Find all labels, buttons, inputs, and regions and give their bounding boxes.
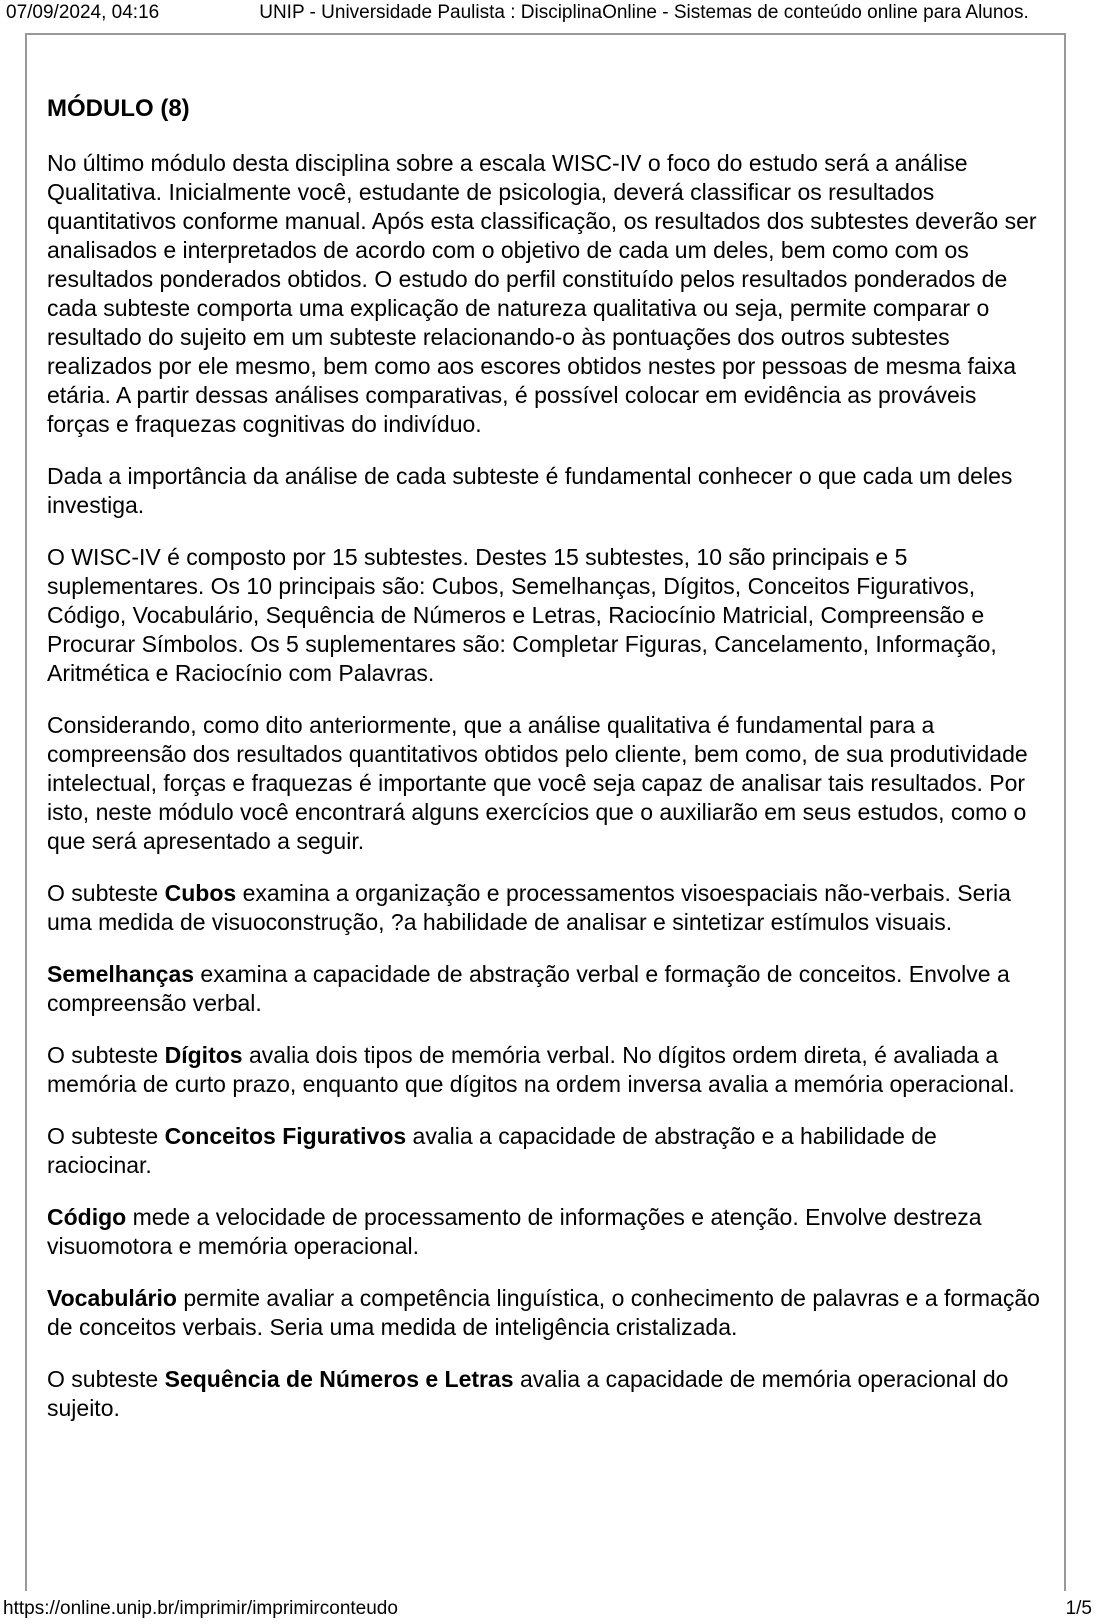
subtest-name: Sequência de Números e Letras xyxy=(164,1366,514,1392)
text-segment: permite avaliar a competência linguística, o conhecimento de palavras e a formação de conceitos verbais. Seria uma medida de inteligência cristalizada. xyxy=(47,1285,1040,1340)
text-segment: O subteste xyxy=(47,1366,165,1392)
print-page-title: UNIP - Universidade Paulista : DisciplinaOnline - Sistemas de conteúdo online para Alunos. xyxy=(259,2,1029,23)
paragraph xyxy=(47,543,1044,688)
subtest-name: Dígitos xyxy=(164,1042,243,1068)
text-segment: Considerando, como dito anteriormente, que a análise qualitativa é fundamental para a compreensão dos resultados quantitativos obtidos pelo cliente, bem como, de sua produtividade intelectual, forças e fraquezas é importante que você seja capaz de analisar tais resultados. Por isto, neste módulo você encontrará alguns exercícios que o auxiliarão em seus estudos, como o que será apresentado a seguir. xyxy=(47,712,1028,854)
text-segment: examina a organização e processamentos visoespaciais não-verbais. Seria uma medida de visuoconstrução, ?a habilidade de analisar e sintetizar estímulos visuais. xyxy=(47,880,1011,935)
subtest-name: Código xyxy=(47,1204,127,1230)
paragraph xyxy=(47,462,1044,520)
text-segment: examina a capacidade de abstração verbal e formação de conceitos. Envolve a compreensão verbal. xyxy=(47,961,1010,1016)
subtest-name: Conceitos Figurativos xyxy=(164,1123,407,1149)
paragraph xyxy=(47,1041,1044,1099)
paragraph xyxy=(47,1122,1044,1180)
subtest-name: Semelhanças xyxy=(47,961,195,987)
paragraph xyxy=(47,1284,1044,1342)
print-datetime: 07/09/2024, 04:16 xyxy=(6,2,160,23)
text-segment: mede a velocidade de processamento de informações e atenção. Envolve destreza visuomotora e memória operacional. xyxy=(47,1204,982,1259)
text-segment: O WISC-IV é composto por 15 subtestes. Destes 15 subtestes, 10 são principais e 5 suplementares. Os 10 principais são: Cubos, Semelhanças, Dígitos, Conceitos Figurativos, Código, Vocabulário, Sequência de Números e Letras, Raciocínio Matricial, Compreensão e Procurar Símbolos. Os 5 suplementares são: Completar Figuras, Cancelamento, Informação, Aritmética e Raciocínio com Palavras. xyxy=(47,544,997,686)
text-segment: No último módulo desta disciplina sobre a escala WISC-IV o foco do estudo será a análise Qualitativa. Inicialmente você, estudante de psicologia, deverá classificar os resultados quantitativos conforme manual. Após esta classificação, os resultados dos subtestes deverão ser analisados e interpretados de acordo com o objetivo de cada um deles, bem como com os resultados ponderados obtidos. O estudo do perfil constituído pelos resultados ponderados de cada subteste comporta uma explicação de natureza qualitativa ou seja, permite comparar o resultado do sujeito em um subteste relacionando-o às pontuações dos outros subtestes realizados por ele mesmo, bem como aos escores obtidos nestes por pessoas de mesma faixa etária. A partir dessas análises comparativas, é possível colocar em evidência as prováveis forças e fraquezas cognitivas do indivíduo. xyxy=(47,150,1037,437)
source-url: https://online.unip.br/imprimir/imprimirconteudo xyxy=(3,1598,398,1619)
content-frame xyxy=(25,33,1066,1591)
document-body xyxy=(47,149,1044,1423)
paragraph xyxy=(47,149,1044,439)
subtest-name: Cubos xyxy=(164,880,237,906)
paragraph xyxy=(47,1203,1044,1261)
paragraph xyxy=(47,711,1044,856)
text-segment: O subteste xyxy=(47,1123,165,1149)
module-title: MÓDULO (8) xyxy=(47,95,190,122)
text-segment: avalia a capacidade de memória operacional do sujeito. xyxy=(47,1366,1009,1421)
page-number: 1/5 xyxy=(1065,1598,1092,1619)
subtest-name: Vocabulário xyxy=(47,1285,177,1311)
text-segment: avalia dois tipos de memória verbal. No dígitos ordem direta, é avaliada a memória de curto prazo, enquanto que dígitos na ordem inversa avalia a memória operacional. xyxy=(47,1042,1015,1097)
print-footer xyxy=(0,1598,1096,1624)
text-segment: Dada a importância da análise de cada subteste é fundamental conhecer o que cada um deles investiga. xyxy=(47,463,1013,518)
print-header xyxy=(0,0,1096,30)
paragraph xyxy=(47,960,1044,1018)
paragraph xyxy=(47,1365,1044,1423)
text-segment: avalia a capacidade de abstração e a habilidade de raciocinar. xyxy=(47,1123,937,1178)
text-segment: O subteste xyxy=(47,880,165,906)
text-segment: O subteste xyxy=(47,1042,165,1068)
paragraph xyxy=(47,879,1044,937)
